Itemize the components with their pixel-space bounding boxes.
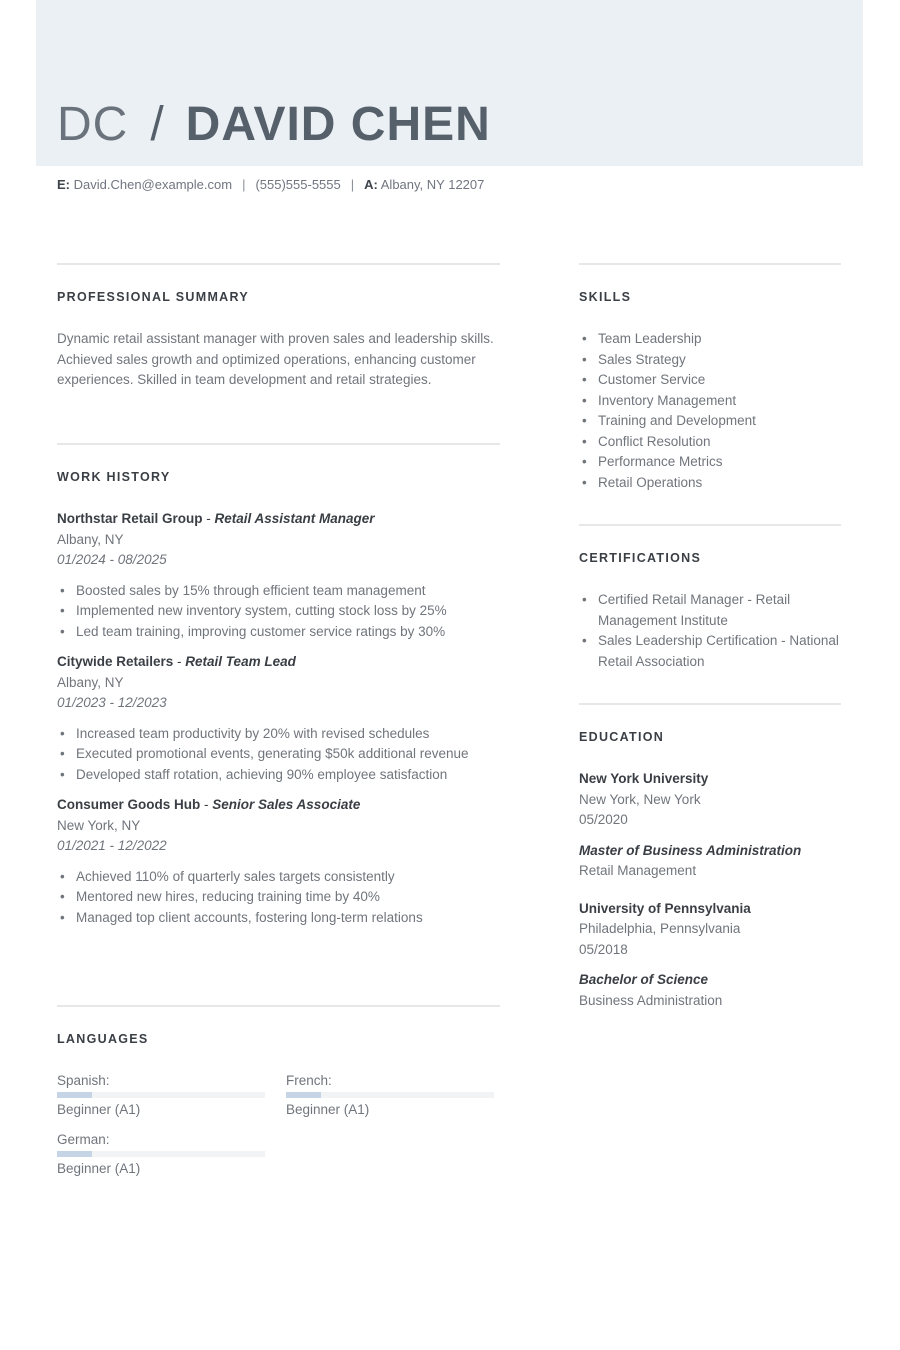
- email-label: E:: [57, 177, 70, 192]
- education-location: Philadelphia, Pennsylvania: [579, 921, 741, 936]
- certification-item: • Certified Retail Manager - Retail Management Institute: [579, 590, 841, 631]
- job-location: New York, NY: [57, 817, 141, 833]
- language-bar-fill: [57, 1092, 92, 1098]
- skill-item: • Training and Development: [579, 411, 841, 432]
- work-history-section: [57, 443, 500, 1005]
- resume-name: [57, 97, 491, 157]
- job-dash: -: [173, 654, 186, 669]
- summary-section: [57, 263, 500, 443]
- job-location: Albany, NY: [57, 531, 124, 547]
- language-bar: [286, 1092, 494, 1098]
- language-bar: [57, 1151, 265, 1157]
- job-dash: -: [202, 511, 215, 526]
- skills-heading: SKILLS: [579, 290, 632, 304]
- job-dates: 01/2021 - 12/2022: [57, 838, 167, 853]
- skill-item: • Retail Operations: [579, 473, 841, 494]
- job-location: Albany, NY: [57, 674, 124, 690]
- skill-item: • Performance Metrics: [579, 452, 841, 473]
- languages-section: [57, 1005, 500, 1179]
- education-field: Retail Management: [579, 863, 697, 878]
- language-item: [57, 1130, 265, 1179]
- job-bullet: • Managed top client accounts, fostering long-term relations: [57, 908, 500, 929]
- job-dates: 01/2023 - 12/2023: [57, 695, 167, 710]
- skill-item: • Team Leadership: [579, 329, 841, 350]
- education-degree: Bachelor of Science: [579, 972, 709, 987]
- language-name: German:: [57, 1132, 110, 1147]
- education-degree: Master of Business Administration: [579, 842, 802, 858]
- contact-divider: |: [350, 177, 355, 192]
- language-item: [286, 1071, 494, 1120]
- education-entry: [579, 769, 841, 882]
- language-bar-fill: [286, 1092, 321, 1098]
- language-bar: [57, 1092, 265, 1098]
- skills-list: [579, 329, 841, 493]
- language-level: Beginner (A1): [57, 1102, 141, 1117]
- skills-section: [579, 263, 841, 524]
- email-value[interactable]: David.Chen@example.com: [73, 177, 233, 192]
- certification-item: • Sales Leadership Certification - National Retail Association: [579, 631, 841, 672]
- job-entry: [57, 652, 500, 785]
- job-bullet: • Mentored new hires, reducing training time by 40%: [57, 887, 500, 908]
- job-entry: [57, 509, 500, 642]
- education-school: University of Pennsylvania: [579, 900, 751, 916]
- job-role: Senior Sales Associate: [212, 797, 361, 812]
- job-header: [57, 652, 500, 673]
- language-level: Beginner (A1): [286, 1102, 370, 1117]
- name-initials: DC: [57, 98, 129, 151]
- job-bullet: • Developed staff rotation, achieving 90% employee satisfaction: [57, 765, 482, 786]
- job-role: Retail Team Lead: [185, 654, 296, 669]
- language-item: [57, 1071, 265, 1120]
- right-column: [579, 263, 841, 1011]
- job-company: Consumer Goods Hub: [57, 797, 201, 812]
- contact-divider: |: [242, 177, 246, 192]
- summary-text: Dynamic retail assistant manager with proven sales and leadership skills. Achieved sales growth and optimized operations, enhancing customer experiences. Skilled in team development and retail strategies.: [57, 331, 494, 387]
- job-bullets: [57, 724, 482, 786]
- job-bullets: [57, 867, 500, 929]
- certifications-list: [579, 590, 841, 672]
- education-location: New York, New York: [579, 791, 701, 807]
- full-name: DAVID CHEN: [185, 98, 491, 151]
- name-separator: /: [150, 98, 164, 151]
- address-value: Albany, NY 12207: [380, 177, 485, 192]
- job-bullet: • Boosted sales by 15% through efficient team management: [57, 581, 500, 602]
- education-school: New York University: [579, 771, 709, 786]
- job-bullet: • Implemented new inventory system, cutting stock loss by 25%: [57, 601, 500, 622]
- phone-value[interactable]: (555)555-5555: [255, 177, 341, 192]
- language-name: French:: [286, 1073, 332, 1088]
- certifications-heading: CERTIFICATIONS: [579, 551, 702, 565]
- job-dates: 01/2024 - 08/2025: [57, 552, 167, 567]
- job-bullet: • Executed promotional events, generating $50k additional revenue: [57, 744, 482, 765]
- job-dash: -: [200, 797, 213, 812]
- skill-item: • Conflict Resolution: [579, 432, 841, 453]
- job-bullets: [57, 581, 500, 643]
- education-entry: [579, 899, 841, 1012]
- skill-item: • Sales Strategy: [579, 350, 841, 371]
- education-field: Business Administration: [579, 992, 723, 1008]
- left-column: [57, 263, 500, 1179]
- skill-item: • Customer Service: [579, 370, 841, 391]
- language-level: Beginner (A1): [57, 1161, 141, 1176]
- job-header: [57, 509, 500, 530]
- summary-heading: PROFESSIONAL SUMMARY: [57, 290, 249, 304]
- language-bar-fill: [57, 1151, 92, 1157]
- languages-grid: [57, 1071, 500, 1179]
- job-entry: [57, 795, 500, 928]
- education-section: [579, 703, 841, 1011]
- education-date: 05/2018: [579, 941, 628, 957]
- languages-heading: LANGUAGES: [57, 1032, 149, 1046]
- job-company: Northstar Retail Group: [57, 511, 203, 526]
- certifications-section: [579, 524, 841, 703]
- contact-line: [57, 176, 484, 194]
- job-bullet: • Increased team productivity by 20% with revised schedules: [57, 724, 482, 745]
- job-header: [57, 795, 500, 816]
- skill-item: • Inventory Management: [579, 391, 841, 412]
- job-role: Retail Assistant Manager: [214, 511, 375, 526]
- education-date: 05/2020: [579, 812, 628, 827]
- address-label: A:: [364, 177, 378, 192]
- work-history-heading: WORK HISTORY: [57, 470, 171, 484]
- job-company: Citywide Retailers: [57, 654, 174, 669]
- job-bullet: • Led team training, improving customer service ratings by 30%: [57, 622, 500, 643]
- education-heading: EDUCATION: [579, 730, 665, 744]
- language-name: Spanish:: [57, 1073, 110, 1088]
- job-bullet: • Achieved 110% of quarterly sales targets consistently: [57, 867, 500, 888]
